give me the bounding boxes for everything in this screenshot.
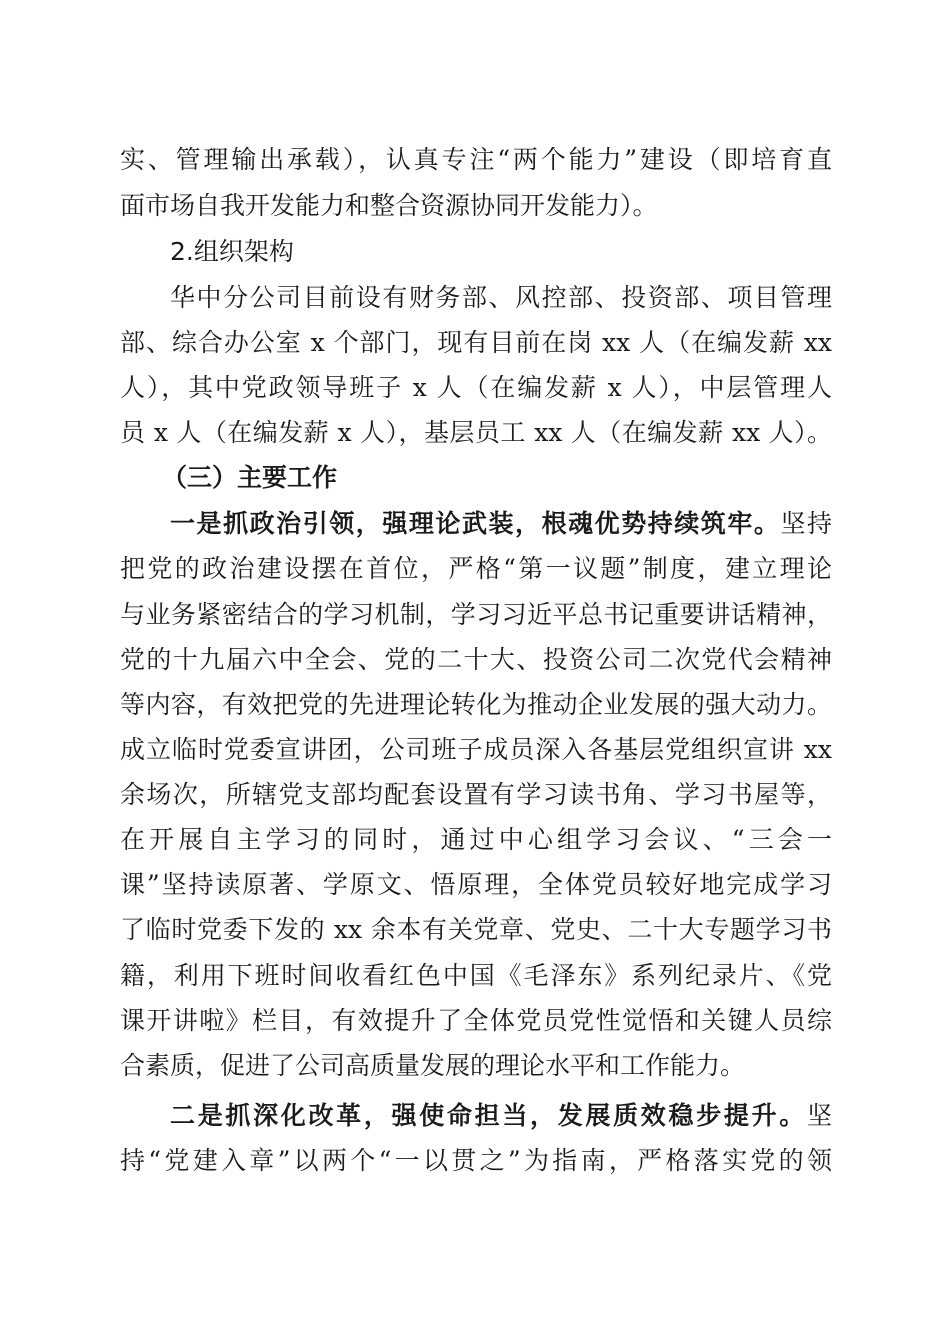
paragraph-line: 部、综合办公室 x 个部门，现有目前在岗 xx 人（在编发薪 xx bbox=[120, 328, 832, 357]
paragraph-line: 面市场自我开发能力和整合资源协同开发能力）。 bbox=[120, 191, 658, 220]
lead-rest: 坚持 bbox=[780, 509, 832, 538]
paragraph-line: 合素质，促进了公司高质量发展的理论水平和工作能力。 bbox=[120, 1051, 746, 1080]
bold-lead: 二是抓深化改革，强使命担当，发展质效稳步提升。 bbox=[170, 1101, 807, 1130]
paragraph-line bbox=[170, 502, 832, 546]
paragraph-line: 等内容，有效把党的先进理论转化为推动企业发展的强大动力。 bbox=[120, 690, 832, 719]
paragraph-line: 在开展自主学习的同时，通过中心组学习会议、“三会一 bbox=[120, 825, 832, 854]
paragraph-line: 把党的政治建设摆在首位，严格“第一议题”制度，建立理论 bbox=[120, 554, 832, 583]
paragraph-line: 了临时党委下发的 xx 余本有关党章、党史、二十大专题学习书 bbox=[120, 915, 832, 944]
section-heading: 2.组织架构 bbox=[170, 237, 294, 266]
paragraph-line: 籍，利用下班时间收看红色中国《毛泽东》系列纪录片、《党 bbox=[120, 961, 832, 990]
paragraph-line bbox=[170, 1094, 832, 1138]
paragraph-line: 华中分公司目前设有财务部、风控部、投资部、项目管理 bbox=[170, 283, 832, 312]
paragraph-line: 余场次，所辖党支部均配套设置有学习读书角、学习书屋等， bbox=[120, 780, 832, 809]
paragraph-line: 人），其中党政领导班子 x 人（在编发薪 x 人），中层管理人 bbox=[120, 373, 832, 402]
section-heading: （三）主要工作 bbox=[162, 463, 338, 492]
paragraph-line: 课开讲啦》栏目，有效提升了全体党员党性觉悟和关键人员综 bbox=[120, 1006, 832, 1035]
paragraph-line: 持“党建入章”以两个“一以贯之”为指南，严格落实党的领 bbox=[120, 1146, 832, 1175]
paragraph-line: 党的十九届六中全会、党的二十大、投资公司二次党代会精神 bbox=[120, 645, 832, 674]
bold-lead: 一是抓政治引领，强理论武装，根魂优势持续筑牢。 bbox=[170, 509, 781, 538]
paragraph-line: 实、管理输出承载），认真专注“两个能力”建设（即培育直 bbox=[120, 145, 832, 174]
paragraph-line: 课”坚持读原著、学原文、悟原理，全体党员较好地完成学习 bbox=[120, 870, 832, 899]
paragraph-line: 成立临时党委宣讲团，公司班子成员深入各基层党组织宣讲 xx bbox=[120, 735, 832, 764]
paragraph-line: 员 x 人（在编发薪 x 人），基层员工 xx 人（在编发薪 xx 人）。 bbox=[120, 418, 832, 447]
paragraph-line: 与业务紧密结合的学习机制，学习习近平总书记重要讲话精神， bbox=[120, 600, 832, 629]
lead-rest: 坚 bbox=[806, 1101, 832, 1130]
